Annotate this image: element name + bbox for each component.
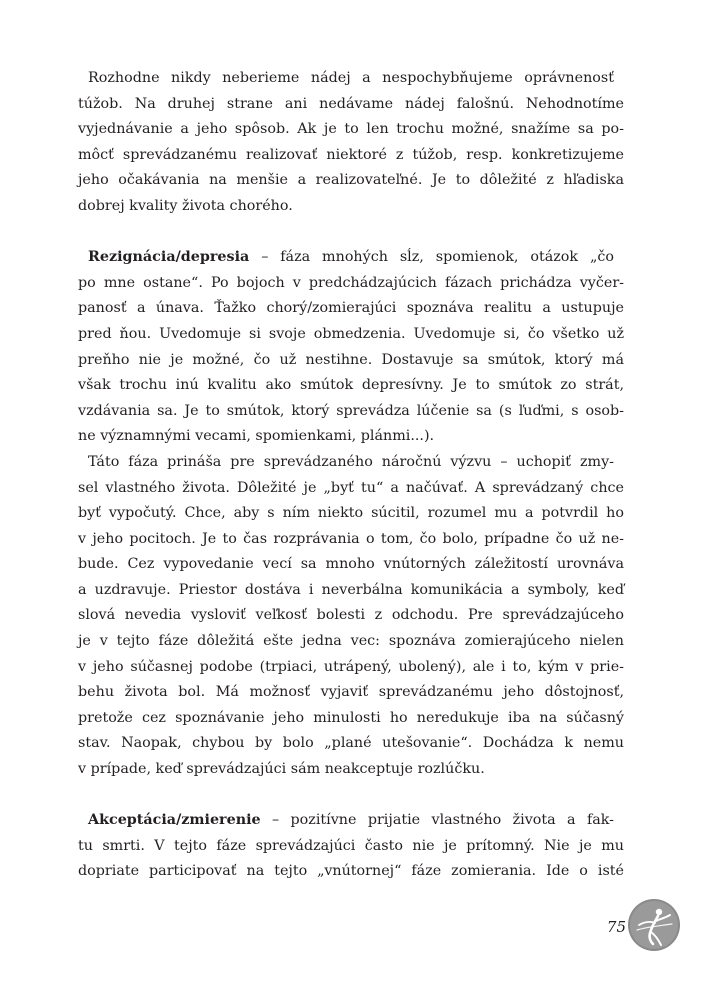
text-line: jeho očakávania na menšie a realizovateľné. Je to dôležité z hľadiska [78,172,624,189]
section-heading: Rezignácia/depresia [88,249,250,266]
text-line: túžob. Na druhej strane ani nedávame nádej falošnú. Nehodnotíme [78,95,624,112]
text-line: bude. Cez vypovedanie vecí sa mnoho vnútorných záležitostí urovnáva [78,556,624,573]
text-line: preňho nie je možné, čo už nestihne. Dostavuje sa smútok, ktorý má [78,351,624,368]
paragraph-gap [78,783,624,809]
text-line: slová nevedia vysloviť veľkosť bolesti z odchodu. Pre sprevádzajúceho [78,607,624,624]
text-line: sel vlastného života. Dôležité je „byť tu“ a načúvať. A sprevádzaný chce [78,479,624,496]
paragraph [78,450,624,783]
text-line: vzdávania sa. Je to smútok, ktorý sprevádza lúčenie sa (s ľuďmi, s osob- [78,402,624,419]
paragraph-gap [78,220,624,246]
section-heading: Akceptácia/zmierenie [88,812,261,829]
page-number: 75 [606,918,626,936]
text-line: byť vypočutý. Chce, aby s ním niekto súcitil, rozumel mu a potvrdil ho [78,505,624,522]
text-line: Táto fáza prináša pre sprevádzaného náročnú výzvu – uchopiť zmy- [88,453,614,470]
text-line: vyjednávanie a jeho spôsob. Ak je to len trochu možné, snažíme sa po- [78,121,624,138]
text-line: môcť sprevádzanému realizovať niektoré z túžob, resp. konkretizujeme [78,146,624,163]
text-line: v jeho súčasnej podobe (trpiaci, utrápený, ubolený), ale i to, kým v prie- [78,658,624,675]
text-line-content: Rozhodne nikdy neberieme nádej a nespochybňujeme oprávnenosť [88,70,614,86]
text-line: v prípade, keď sprevádzajúci sám neakceptuje rozlúčku. [78,761,485,778]
text-line: pretože cez spoznávanie jeho minulosti ho neredukuje iba na súčasný [78,709,624,726]
text-line: je v tejto fáze dôležitá ešte jedna vec: spoznáva zomierajúceho nielen [78,633,624,650]
text-line: v jeho pocitoch. Je to čas rozprávania o tom, čo bolo, prípadne čo už ne- [78,530,624,547]
text-line: panosť a únava. Ťažko chorý/zomierajúci spoznáva realitu a ustupuje [78,300,624,317]
paragraph [78,245,624,450]
text-line [78,808,614,834]
text-line [78,66,614,92]
text-line: pred ňou. Uvedomuje si svoje obmedzenia. Uvedomuje si, čo všetko už [78,325,624,342]
text-line: stav. Naopak, chybou by bolo „plané utešovanie“. Dochádza k nemu [78,735,624,752]
text-line: behu života bol. Má možnosť vyjaviť sprevádzanému jeho dôstojnosť, [78,684,624,701]
text-line: po mne ostane“. Po bojoch v predchádzajúcich fázach prichádza vyčer- [78,274,624,291]
paragraph [78,808,624,885]
text-line: a uzdravuje. Priestor dostáva i neverbálna komunikácia a symboly, keď [78,581,624,598]
text-line: dobrej kvality života chorého. [78,197,293,214]
body-text [78,66,624,885]
text-line: dopriate participovať na tejto „vnútornej“ fáze zomierania. Ide o isté [78,863,624,880]
text-line: tu smrti. V tejto fáze sprevádzajúci často nie je prítomný. Nie je mu [78,837,624,854]
archer-figure-icon [628,899,680,951]
paragraph [78,66,624,220]
text-line-content: – pozitívne prijatie vlastného života a fak- [260,812,614,829]
text-line: ne významnými vecami, spomienkami, plánmi...). [78,428,435,445]
text-line-content: – fáza mnohých sĺz, spomienok, otázok „čo [249,249,614,266]
text-line [78,245,614,271]
text-line: však trochu inú kvalitu ako smútok depresívny. Je to smútok zo strát, [78,377,624,394]
